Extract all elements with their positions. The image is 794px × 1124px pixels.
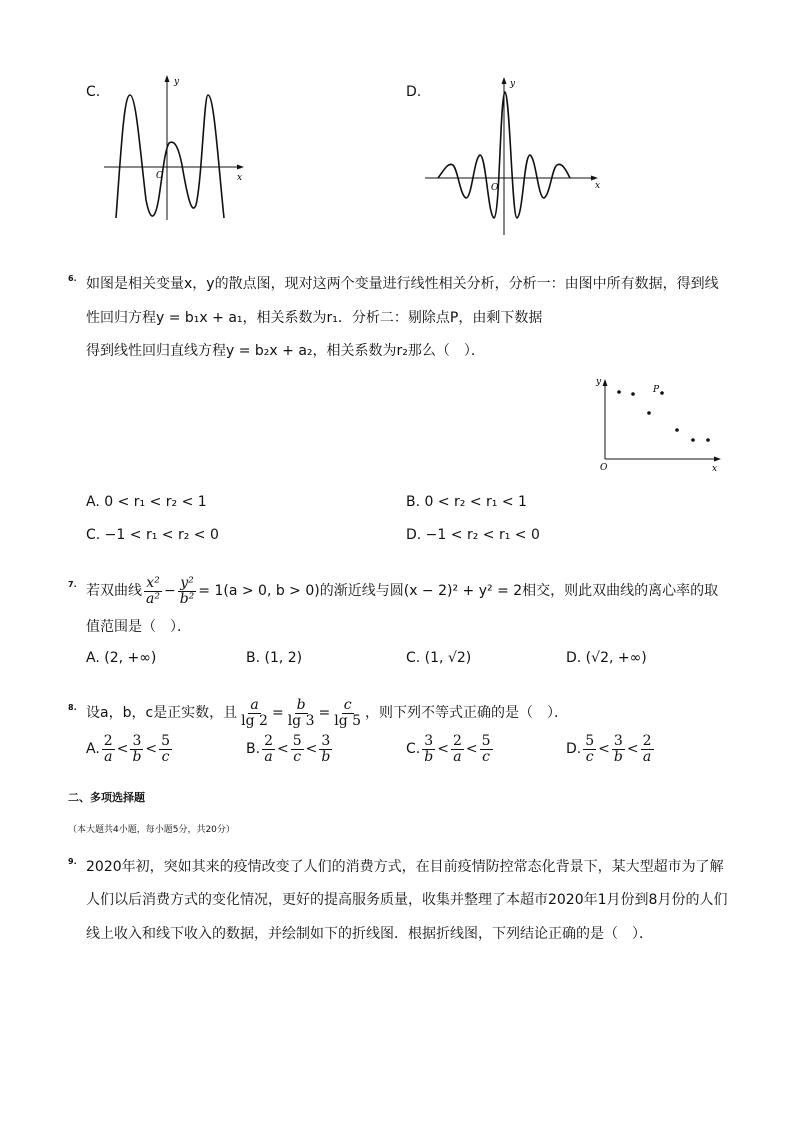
q9-line3: 线上收入和线下收入的数据，并绘制如下的折线图．根据折线图，下列结论正确的是（ ）． bbox=[86, 926, 653, 942]
q8-option-d[interactable]: D. $\frac{5}{c}$ < $\frac{3}{b}$ < $\frac{2}{a}$ bbox=[566, 732, 652, 765]
q8-option-b[interactable]: B. $\frac{2}{a}$ < $\frac{5}{c}$ < $\frac{3}{b}$ bbox=[246, 732, 331, 765]
q7-pre: 若双曲线 bbox=[86, 583, 142, 599]
option-c-label: C. bbox=[86, 84, 101, 100]
section-note: （本大题共4小题，每小题5分，共20分） bbox=[68, 825, 235, 835]
q6-option-b[interactable]: B. 0 < r₂ < r₁ < 1 bbox=[406, 494, 527, 510]
scatter-p-label: P bbox=[653, 385, 660, 395]
q8-option-a[interactable]: A. $\frac{2}{a}$ < $\frac{3}{b}$ < $\frac{5}{c}$ bbox=[86, 732, 171, 765]
q7-line1: 若双曲线 $\frac{\text{x²}}{\text{a²}}$ − $\frac{\text{y²}}{\text{b²}}$ = 1(a > 0, b > 0)的渐近线与圆(x − 2)² + y² = 2相交，则此双曲线的离心率的取 bbox=[86, 574, 719, 607]
q7-frac-x: $\frac{\text{x²}}{\text{a²}}$ bbox=[146, 574, 160, 607]
q6-number: 6. bbox=[68, 274, 77, 283]
scatter-point-p bbox=[660, 391, 664, 395]
scatter-x-label: x bbox=[712, 464, 718, 474]
scatter-point bbox=[691, 438, 695, 442]
q6-option-d[interactable]: D. −1 < r₂ < r₁ < 0 bbox=[406, 527, 540, 543]
scatter-point bbox=[647, 411, 651, 415]
q7-frac-y: $\frac{\text{y²}}{\text{b²}}$ bbox=[179, 574, 195, 607]
option-c-origin: O bbox=[156, 171, 164, 181]
option-d-y-label: y bbox=[510, 79, 516, 89]
q6-option-c[interactable]: C. −1 < r₁ < r₂ < 0 bbox=[86, 527, 219, 543]
q8-frac-a: $\frac{a}{\lg 2}$ bbox=[241, 696, 268, 729]
option-c-x-label: x bbox=[237, 173, 243, 183]
q7-number: 7. bbox=[68, 580, 77, 589]
q7-option-b[interactable]: B. (1, 2) bbox=[246, 650, 303, 666]
option-c-graph bbox=[96, 70, 256, 230]
option-d-label: D. bbox=[406, 84, 422, 100]
q7-option-a[interactable]: A. (2, +∞) bbox=[86, 650, 157, 666]
q6-option-a[interactable]: A. 0 < r₁ < r₂ < 1 bbox=[86, 494, 207, 510]
q6-line1: 如图是相关变量x，y的散点图，现对这两个变量进行线性相关分析，分析一：由图中所有数据，得到线 bbox=[86, 276, 719, 292]
q6-line2: 性回归方程y = b₁x + a₁，相关系数为r₁．分析二：剔除点P，由剩下数据 bbox=[86, 310, 543, 326]
q9-line2: 人们以后消费方式的变化情况，更好的提高服务质量，收集并整理了本超市2020年1月份到8月份的人们 bbox=[86, 892, 728, 908]
q8-post: ，则下列不等式正确的是（ ）． bbox=[365, 705, 569, 721]
scatter-point bbox=[706, 438, 710, 442]
q7-mid: = 1(a > 0, b > 0)的渐近线与圆(x − 2)² + y² = 2相交，则此双曲线的离心率的取 bbox=[198, 583, 719, 599]
section-title: 二、多项选择题 bbox=[68, 791, 145, 804]
scatter-y-label: y bbox=[596, 377, 602, 387]
q8-frac-b: $\frac{b}{\lg 3}$ bbox=[287, 696, 315, 729]
scatter-point bbox=[675, 428, 679, 432]
q7-option-c[interactable]: C. (1, √2) bbox=[406, 650, 472, 666]
q6-scatter-plot bbox=[590, 372, 730, 476]
option-d-origin: O bbox=[491, 183, 499, 193]
q8-number: 8. bbox=[68, 703, 77, 712]
q8-line1: 设a，b，c是正实数，且 $\frac{a}{\lg 2}$ = $\frac{b}{\lg 3}$ = $\frac{c}{\lg 5}$ ，则下列不等式正确的是（ ）． bbox=[86, 696, 569, 729]
option-d-graph bbox=[420, 70, 610, 240]
q8-frac-c: $\frac{c}{\lg 5}$ bbox=[334, 696, 362, 729]
option-d-x-label: x bbox=[595, 181, 601, 191]
q8-option-c[interactable]: C. $\frac{3}{b}$ < $\frac{2}{a}$ < $\frac{5}{c}$ bbox=[406, 732, 491, 765]
q9-line1: 2020年初，突如其来的疫情改变了人们的消费方式，在目前疫情防控常态化背景下，某大型超市为了解 bbox=[86, 859, 724, 875]
option-c-y-label: y bbox=[174, 77, 180, 87]
q6-line3: 得到线性回归直线方程y = b₂x + a₂，相关系数为r₂那么（ ）． bbox=[86, 343, 485, 359]
q7-line2: 值范围是（ ）． bbox=[86, 619, 191, 635]
scatter-origin: O bbox=[600, 463, 608, 473]
q9-number: 9. bbox=[68, 857, 77, 866]
scatter-point bbox=[617, 390, 621, 394]
scatter-point bbox=[631, 392, 635, 396]
q8-pre: 设a，b，c是正实数，且 bbox=[86, 705, 238, 721]
q7-option-d[interactable]: D. (√2, +∞) bbox=[566, 650, 647, 666]
